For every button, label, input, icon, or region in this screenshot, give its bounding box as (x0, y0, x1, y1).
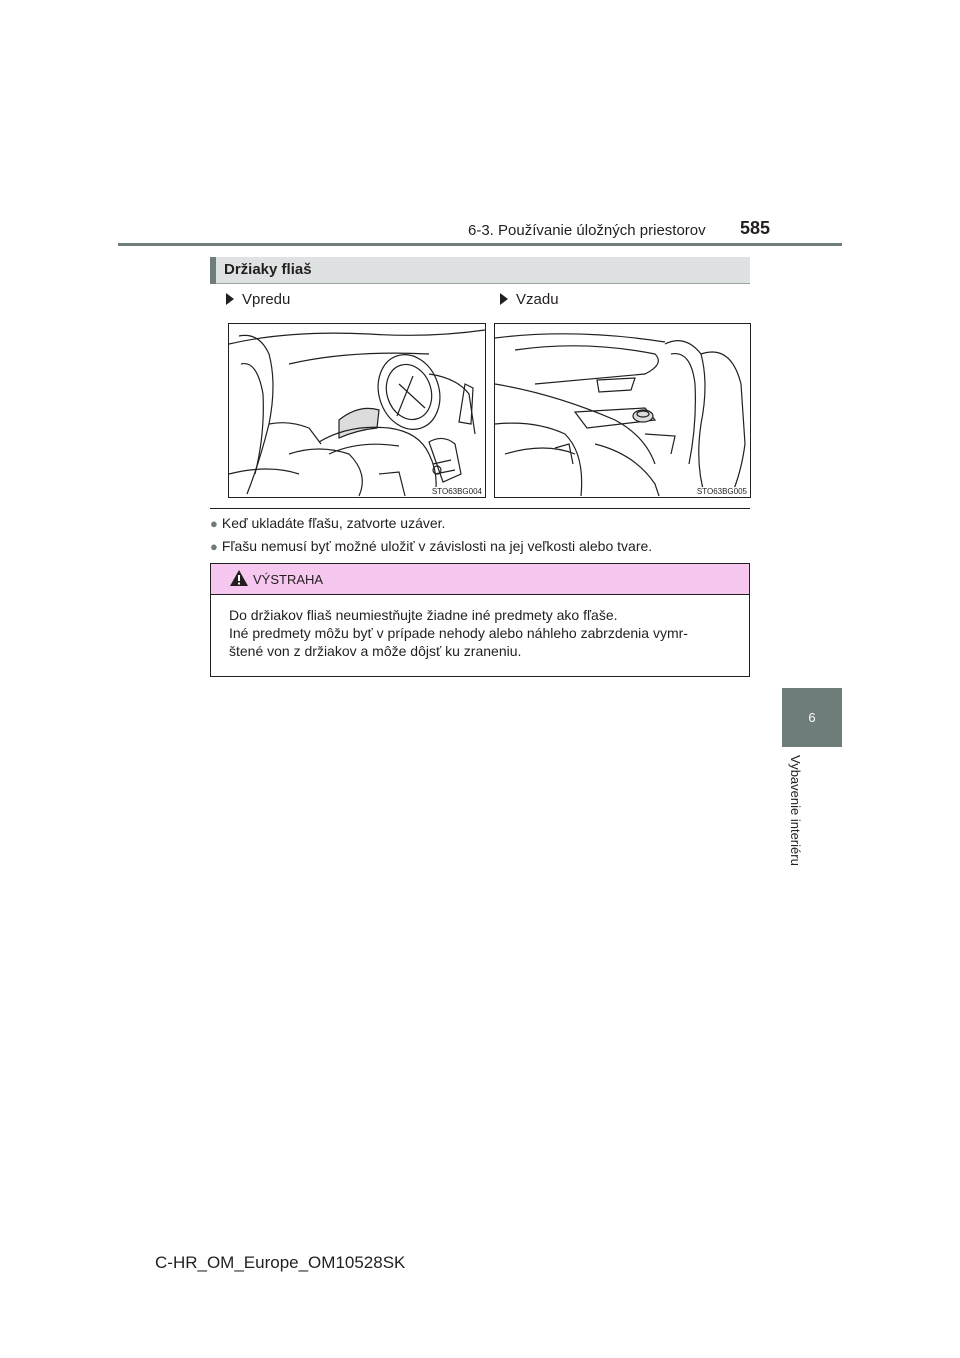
warning-label: VÝSTRAHA (253, 572, 324, 587)
figure-label-front-text: Vpredu (242, 291, 291, 308)
document-code: C-HR_OM_Europe_OM10528SK (155, 1253, 406, 1272)
chapter-tab (782, 688, 842, 747)
section-accent (210, 257, 216, 284)
figure-label-front (226, 291, 290, 308)
warning-box (210, 563, 750, 677)
figure-label-rear (500, 291, 559, 308)
triangle-bullet-icon (500, 293, 508, 305)
section-heading (210, 257, 750, 284)
bullet-dot-icon: ● (210, 516, 218, 531)
chapter-number: 6 (808, 710, 816, 725)
section-title: Držiaky fliaš (224, 261, 312, 278)
bullet-text: Keď ukladáte fľašu, zatvorte uzáver. (221, 515, 446, 531)
chapter-side-label: Vybavenie interiéru (788, 755, 803, 866)
figure-divider (210, 508, 750, 509)
rear-interior-drawing (495, 324, 750, 497)
front-interior-drawing (229, 324, 485, 497)
warning-triangle-icon (229, 569, 249, 587)
front-figure-code: STO63BG004 (431, 487, 482, 496)
rear-figure-code: STO63BG005 (696, 487, 747, 496)
bullet-item (210, 538, 652, 554)
warning-line: Iné predmety môžu byť v prípade nehody alebo náhleho zabrzdenia vymr- (229, 625, 688, 641)
figure-label-rear-text: Vzadu (516, 291, 559, 308)
page-number: 585 (740, 218, 771, 238)
rear-bottle-holder-illustration (494, 323, 751, 498)
warning-line: Do držiakov fliaš neumiestňujte žiadne iné predmety ako fľaše. (229, 607, 618, 623)
warning-line: štené von z držiakov a môže dôjsť ku zraneniu. (229, 643, 522, 659)
bullet-text: Fľašu nemusí byť možné uložiť v závislosti na jej veľkosti alebo tvare. (221, 538, 653, 554)
bullet-item (210, 515, 445, 531)
warning-header (211, 564, 749, 595)
running-header-title: 6-3. Používanie úložných priestorov (468, 222, 706, 239)
bullet-dot-icon: ● (210, 539, 218, 554)
warning-text (229, 606, 737, 660)
triangle-bullet-icon (226, 293, 234, 305)
front-bottle-holder-illustration (228, 323, 486, 498)
header-divider (118, 243, 842, 246)
